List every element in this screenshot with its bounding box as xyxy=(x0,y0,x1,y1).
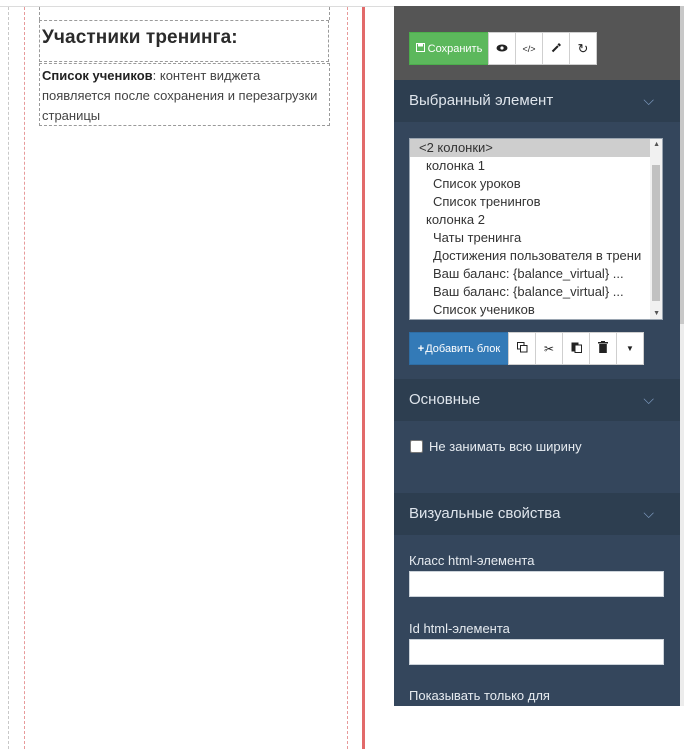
more-actions-button[interactable] xyxy=(616,332,644,365)
widget-name: Список учеников xyxy=(42,68,153,83)
copy-button[interactable] xyxy=(508,332,536,365)
copy-icon xyxy=(517,342,528,356)
trash-icon xyxy=(598,341,608,356)
delete-button[interactable] xyxy=(589,332,617,365)
tree-item[interactable]: колонка 1 xyxy=(426,158,485,173)
section-selected-element[interactable] xyxy=(394,80,680,122)
undo-icon: ↻ xyxy=(577,40,589,56)
class-input[interactable] xyxy=(409,571,664,597)
page-scroll-thumb[interactable] xyxy=(680,6,684,324)
save-button[interactable] xyxy=(409,32,489,65)
chevron-down-icon: ⌵ xyxy=(643,92,654,108)
full-width-checkbox[interactable] xyxy=(410,440,423,453)
section-title: Выбранный элемент xyxy=(409,92,554,109)
tree-item[interactable]: <2 колонки> xyxy=(410,139,662,157)
eye-icon xyxy=(496,43,508,55)
scroll-up-icon[interactable]: ▲ xyxy=(653,141,660,148)
panel-toolbar-area xyxy=(394,6,680,80)
section-title: Визуальные свойства xyxy=(409,505,561,522)
page-scrollbar[interactable] xyxy=(680,6,684,706)
checkbox-label: Не занимать всю ширину xyxy=(429,439,582,454)
section-basic[interactable] xyxy=(394,379,680,421)
tree-item[interactable]: Список учеников xyxy=(433,302,535,317)
column-guide-right xyxy=(347,7,348,749)
column-guide-left xyxy=(24,7,25,749)
widget-description: : контент виджета появляется после сохранения и перезагрузки страницы xyxy=(42,68,318,123)
tree-item[interactable]: колонка 2 xyxy=(426,212,485,227)
save-label: Сохранить xyxy=(427,42,483,55)
panel-splitter[interactable] xyxy=(362,7,365,749)
element-actions xyxy=(409,332,644,365)
tree-item[interactable]: Ваш баланс: {balance_virtual} ... xyxy=(433,266,624,281)
scroll-thumb[interactable] xyxy=(652,165,660,301)
plus-icon: + xyxy=(417,342,425,355)
paste-button[interactable] xyxy=(562,332,590,365)
settings-button[interactable] xyxy=(542,32,570,65)
tree-item[interactable]: Список уроков xyxy=(433,176,521,191)
section-title: Основные xyxy=(409,391,481,408)
id-input[interactable] xyxy=(409,639,664,665)
preview-button[interactable] xyxy=(488,32,516,65)
code-button[interactable] xyxy=(515,32,543,65)
id-field-label: Id html-элемента xyxy=(409,621,510,636)
canvas-top-border xyxy=(0,6,394,7)
cut-button[interactable] xyxy=(535,332,563,365)
chevron-down-icon: ⌵ xyxy=(643,505,654,521)
block-outline xyxy=(329,7,330,20)
settings-panel xyxy=(394,6,680,706)
undo-button[interactable] xyxy=(569,32,597,65)
cut-icon: ✂ xyxy=(543,341,555,356)
chevron-down-icon: ⌵ xyxy=(643,391,654,407)
class-field-label: Класс html-элемента xyxy=(409,553,535,568)
tree-item[interactable]: Список тренингов xyxy=(433,194,541,209)
block-outline xyxy=(39,7,40,20)
save-icon xyxy=(416,43,425,55)
section-visual[interactable] xyxy=(394,493,680,535)
tree-item[interactable]: Достижения пользователя в трени xyxy=(433,248,642,263)
editor-toolbar xyxy=(409,32,597,65)
code-icon: </> xyxy=(522,43,536,54)
caret-down-icon: ▼ xyxy=(626,344,634,353)
heading-block[interactable] xyxy=(39,20,329,62)
students-widget-block[interactable] xyxy=(39,63,330,126)
full-width-option[interactable] xyxy=(410,439,582,454)
canvas-guide-line xyxy=(8,7,9,749)
element-tree-list[interactable] xyxy=(409,138,663,320)
show-only-label: Показывать только для xyxy=(409,688,550,703)
add-block-button[interactable] xyxy=(409,332,509,365)
tree-item[interactable]: Ваш баланс: {balance_virtual} ... xyxy=(433,284,624,299)
add-block-label: Добавить блок xyxy=(425,342,501,355)
tree-item[interactable]: Чаты тренинга xyxy=(433,230,522,245)
wrench-icon xyxy=(551,42,562,56)
paste-icon xyxy=(571,341,582,356)
scroll-down-icon[interactable]: ▼ xyxy=(653,310,660,317)
page-heading: Участники тренинга: xyxy=(42,27,238,48)
tree-scrollbar[interactable] xyxy=(650,139,662,319)
